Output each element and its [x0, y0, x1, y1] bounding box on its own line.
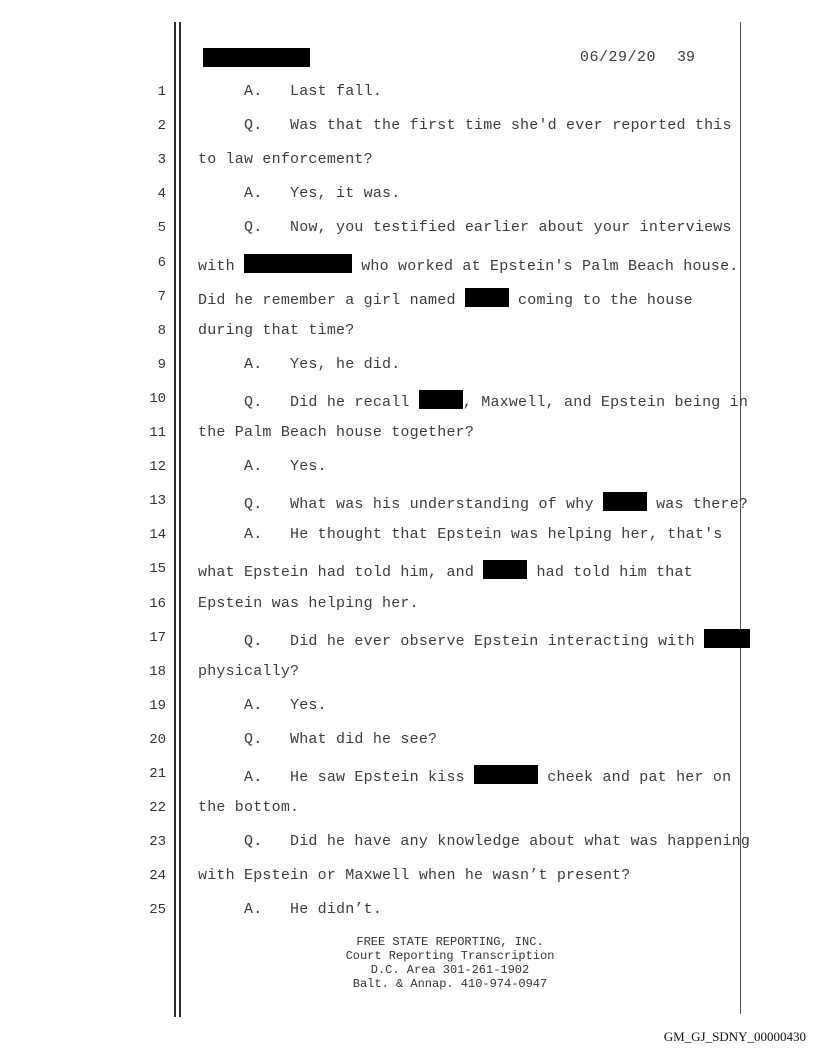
- line-number: 14: [149, 527, 166, 544]
- transcript-line: [198, 595, 419, 612]
- line-text: to law enforcement?: [198, 151, 373, 169]
- line-number: 21: [149, 766, 166, 782]
- line-number: 19: [149, 697, 166, 714]
- footer-dc-phone: D.C. Area 301-261-1902: [370, 963, 530, 977]
- transcript-line: [198, 83, 382, 100]
- transcript-line: [198, 288, 693, 309]
- bates-number: GM_GJ_SDNY_00000430: [663, 1029, 806, 1044]
- line-number: 11: [149, 425, 166, 441]
- line-text: who worked at Epstein's Palm Beach house.: [352, 257, 739, 275]
- footer-services: Court Reporting Transcription: [345, 949, 555, 963]
- line-text: with: [198, 257, 245, 275]
- line-text: the bottom.: [198, 799, 300, 817]
- line-text: A. He didn’t.: [198, 901, 383, 919]
- line-number: 6: [157, 254, 166, 271]
- transcript-line: [198, 492, 748, 513]
- transcript-line: [198, 526, 722, 543]
- line-number: 1: [157, 84, 166, 100]
- transcript-line: [198, 731, 437, 748]
- line-text: coming to the house: [508, 291, 693, 309]
- transcript-line: [198, 867, 630, 884]
- line-number: 7: [157, 288, 166, 305]
- line-text: A. He thought that Epstein was helping her, that's: [198, 526, 723, 544]
- line-number: 17: [149, 629, 166, 646]
- line-text: Q. What did he see?: [198, 730, 438, 748]
- transcript-line: [198, 833, 750, 850]
- redaction-block: [419, 390, 463, 409]
- line-text: with Epstein or Maxwell when he wasn’t present?: [198, 867, 631, 885]
- redaction-block: [244, 254, 352, 273]
- transcript-line: [198, 151, 373, 168]
- transcript-line: [198, 117, 732, 134]
- line-text: cheek and pat her on: [538, 769, 732, 786]
- line-number: 12: [149, 459, 166, 476]
- header-page-number: 39: [677, 49, 696, 66]
- transcript-line: [198, 663, 299, 680]
- line-text: Did he remember a girl named: [198, 291, 465, 309]
- line-text: Epstein was helping her.: [198, 594, 419, 612]
- line-text: Q. Did he ever observe Epstein interacting with: [198, 632, 705, 650]
- redaction-block: [704, 629, 750, 648]
- transcript-line: [198, 765, 731, 786]
- line-number: 3: [157, 152, 166, 169]
- footer-balt-phone: Balt. & Annap. 410-974-0947: [352, 977, 548, 991]
- redaction-block: [465, 288, 509, 307]
- transcript-line: [198, 219, 732, 236]
- margin-rule-right: [740, 22, 741, 1014]
- line-number: 9: [157, 356, 166, 373]
- transcript-line: [198, 901, 382, 918]
- transcript-line: [198, 390, 748, 411]
- line-text: A. Yes.: [198, 458, 327, 476]
- line-text: Q. Did he have any knowledge about what was happening: [198, 833, 751, 851]
- margin-rule-left-inner: [179, 22, 181, 1017]
- line-text: A. Yes.: [198, 696, 327, 714]
- transcript-line: [198, 254, 738, 275]
- redaction-block: [603, 492, 647, 511]
- line-number: 18: [149, 663, 166, 680]
- header-redaction: [203, 48, 310, 67]
- line-number: 22: [149, 800, 166, 817]
- reporter-footer: [280, 935, 620, 991]
- redaction-block: [474, 765, 538, 784]
- line-text: the Palm Beach house together?: [198, 424, 475, 441]
- line-text: what Epstein had told him, and: [198, 564, 484, 582]
- header-date: 06/29/20: [580, 49, 657, 66]
- line-text: during that time?: [198, 321, 355, 339]
- transcript-line: [198, 799, 299, 816]
- line-number: 24: [149, 868, 166, 885]
- line-text: Q. What was his understanding of why: [198, 496, 603, 514]
- line-number: 5: [157, 220, 166, 237]
- line-number: 16: [149, 595, 166, 612]
- line-number: 8: [157, 322, 166, 339]
- line-text: physically?: [198, 662, 300, 680]
- footer-company: FREE STATE REPORTING, INC.: [356, 935, 544, 949]
- line-text: , Maxwell, and Epstein being in: [462, 393, 749, 411]
- transcript-line: [198, 458, 327, 475]
- transcript-line: [198, 560, 693, 581]
- transcript-line: [198, 424, 474, 441]
- line-text: had told him that: [527, 564, 693, 582]
- line-text: A. Yes, he did.: [198, 355, 401, 373]
- line-text: was there?: [646, 496, 749, 514]
- transcript-line: [198, 629, 750, 650]
- transcript-line: [198, 185, 400, 202]
- transcript-line: [198, 356, 400, 373]
- transcript-line: [198, 697, 327, 714]
- line-number: 2: [157, 118, 166, 135]
- line-text: A. He saw Epstein kiss: [198, 769, 475, 786]
- line-text: Q. Was that the first time she'd ever reported this: [198, 117, 732, 135]
- line-text: Q. Did he recall: [198, 393, 419, 411]
- redaction-block: [483, 560, 527, 579]
- line-number: 20: [149, 731, 166, 748]
- transcript-line: [198, 322, 354, 339]
- line-text: A. Yes, it was.: [198, 185, 401, 203]
- line-number: 10: [149, 390, 166, 407]
- margin-rule-left-outer: [174, 22, 176, 1017]
- line-number: 25: [149, 902, 166, 919]
- line-number: 15: [149, 561, 166, 578]
- line-text: Q. Now, you testified earlier about your interviews: [198, 219, 732, 237]
- line-number: 23: [149, 834, 166, 851]
- line-number: 4: [157, 186, 166, 203]
- line-number: 13: [149, 493, 166, 510]
- line-text: A. Last fall.: [198, 83, 383, 100]
